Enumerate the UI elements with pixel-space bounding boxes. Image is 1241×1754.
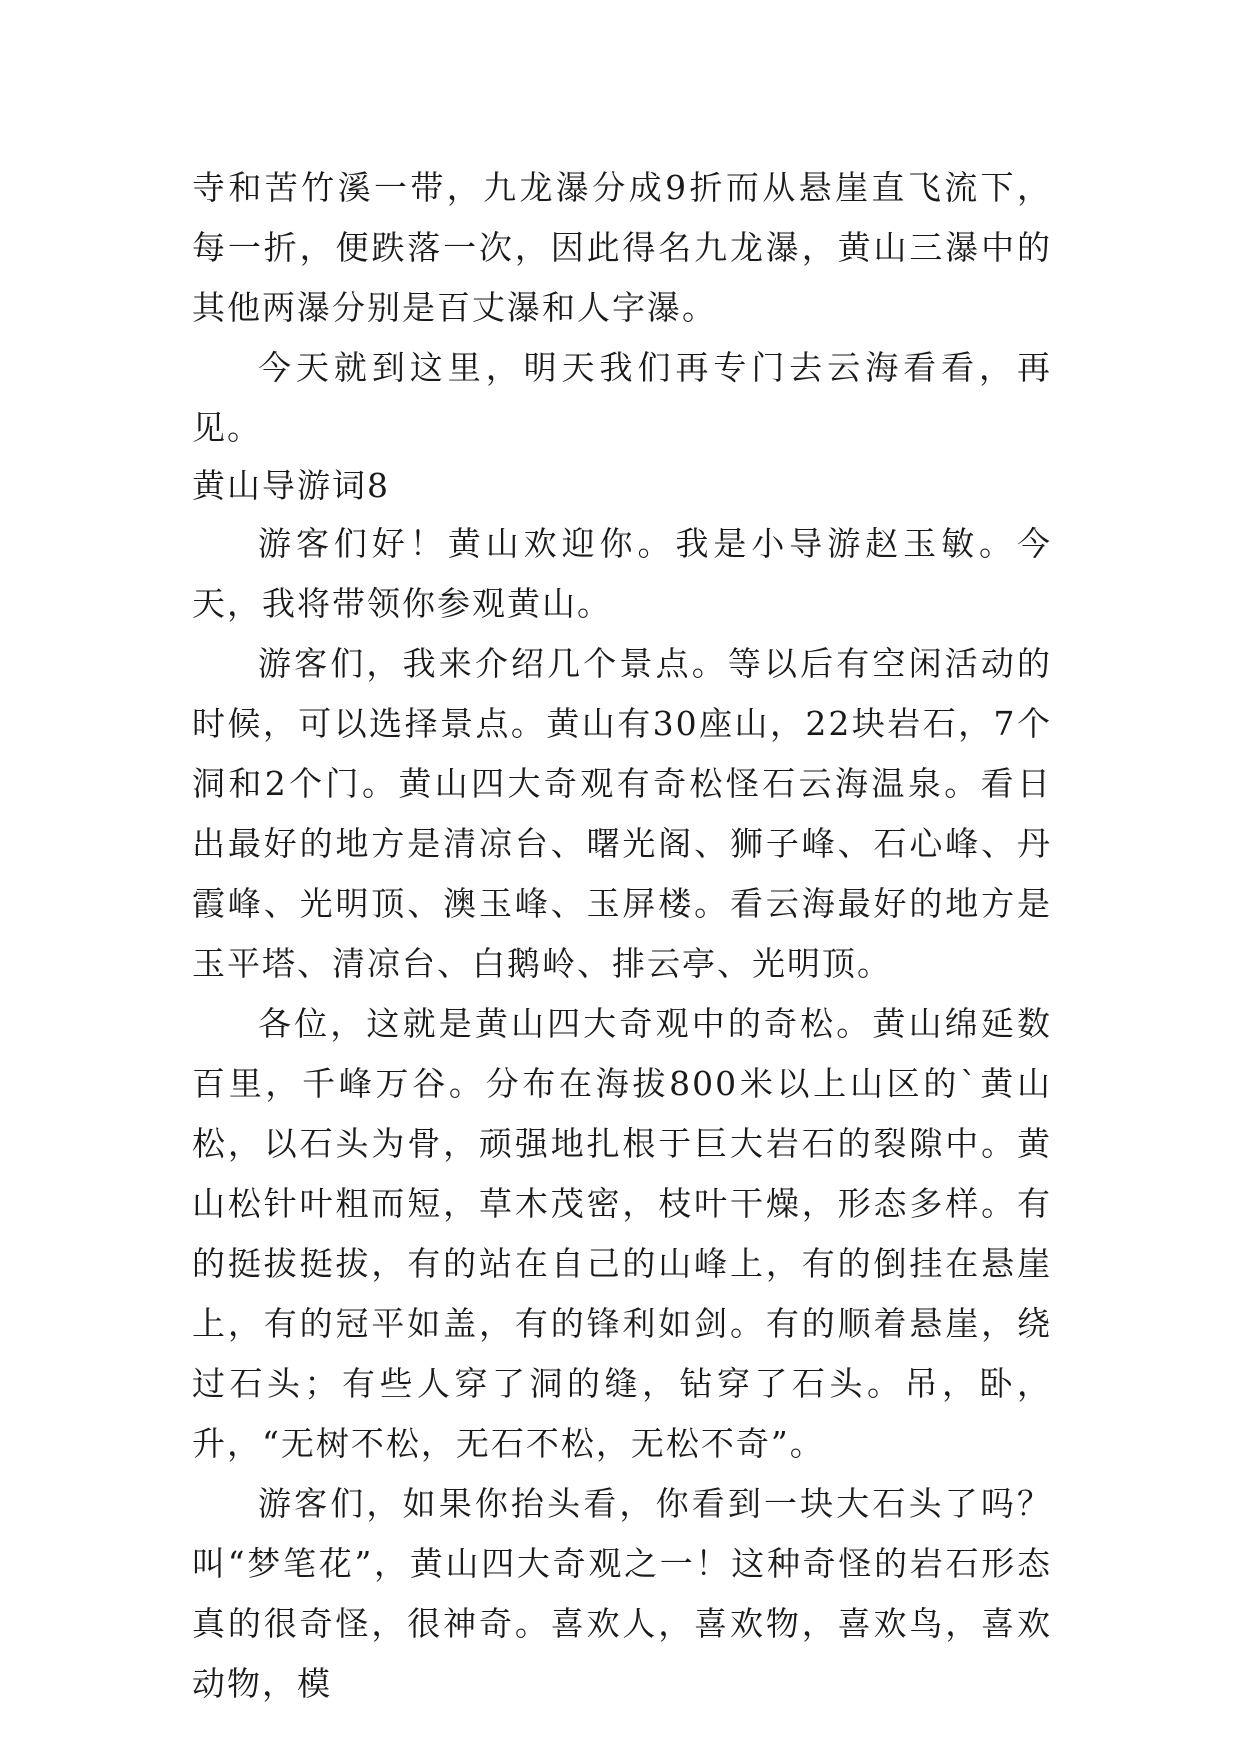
section-heading: 黄山导游词8 [192, 466, 390, 505]
section-paragraph-3: 各位，这就是黄山四大奇观中的奇松。黄山绵延数百里，千峰万谷。分布在海拔800米以上山区的`黄山松，以石头为骨，顽强地扎根于巨大岩石的裂隙中。黄山松针叶粗而短，草木茂密，枝叶干燥，形态多样。有的挺拔挺拔，有的站在自己的山峰上，有的倒挂在悬崖上，有的冠平如盖，有的锋利如剑。有的顺着悬崖，绕过石头；有些人穿了洞的缝，钻穿了石头。吊，卧，升，“无树不松，无石不松，无松不奇”。 [192, 1004, 1052, 1463]
section-paragraph-4: 游客们，如果你抬头看，你看到一块大石头了吗？叫“梦笔花”，黄山四大奇观之一！这种奇怪的岩石形态真的很奇怪，很神奇。喜欢人，喜欢物，喜欢鸟，喜欢动物，模 [192, 1484, 1052, 1703]
section-paragraph-2: 游客们，我来介绍几个景点。等以后有空闲活动的时候，可以选择景点。黄山有30座山，22块岩石，7个洞和2个门。黄山四大奇观有奇松怪石云海温泉。看日出最好的地方是清凉台、曙光阁、狮子峰、石心峰、丹霞峰、光明顶、澳玉峰、玉屏楼。看云海最好的地方是玉平塔、清凉台、白鹅岭、排云亭、光明顶。 [192, 644, 1052, 983]
document-body [192, 158, 1052, 1714]
section-paragraph-1: 游客们好！黄山欢迎你。我是小导游赵玉敏。今天，我将带领你参观黄山。 [192, 524, 1052, 623]
closing-paragraph: 今天就到这里，明天我们再专门去云海看看，再见。 [192, 348, 1052, 447]
continued-paragraph: 寺和苦竹溪一带，九龙瀑分成9折而从悬崖直飞流下，每一折，便跌落一次，因此得名九龙瀑，黄山三瀑中的其他两瀑分别是百丈瀑和人字瀑。 [192, 168, 1052, 327]
